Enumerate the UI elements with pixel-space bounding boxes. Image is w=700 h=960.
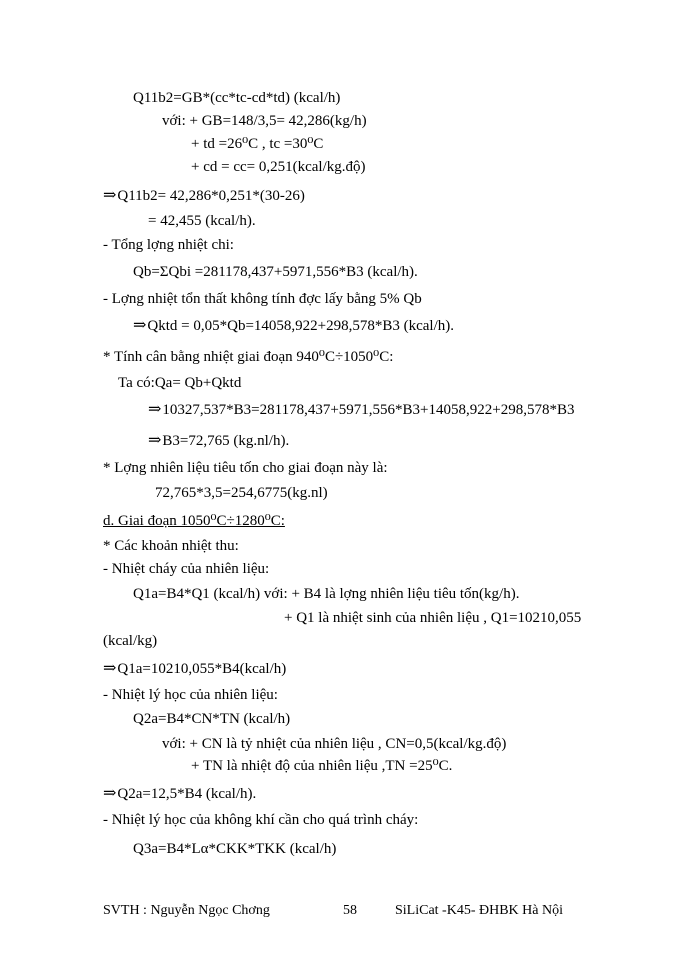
- footer-page-number: 58: [343, 903, 357, 918]
- text-line: ⇒Q11b2= 42,286*0,251*(30-26): [103, 187, 305, 204]
- text-line: Ta có:Qa= Qb+Qktd: [118, 375, 242, 391]
- text-line: * Tính cân bằng nhiệt giai đoạn 940⁰C÷1050⁰C:: [103, 349, 394, 365]
- implies-arrow-icon: ⇒: [103, 785, 117, 802]
- footer-author: SVTH : Nguyễn Ngọc Chơng: [103, 903, 270, 918]
- text-line: ⇒Qktd = 0,05*Qb=14058,922+298,578*B3 (kcal/h).: [133, 317, 455, 334]
- text-line: Q3a=B4*Lα*CKK*TKK (kcal/h): [133, 841, 337, 857]
- text-line: + TN là nhiệt độ của nhiên liệu ,TN =25⁰C.: [191, 758, 453, 774]
- text-line: ⇒Q2a=12,5*B4 (kcal/h).: [103, 785, 257, 802]
- text-line: - Tổng lợng nhiệt chi:: [103, 237, 234, 253]
- text-line: + td =26⁰C , tc =30⁰C: [191, 136, 324, 152]
- text-line: Q11b2=GB*(cc*tc-cd*td) (kcal/h): [133, 90, 341, 106]
- implies-arrow-icon: ⇒: [103, 660, 117, 677]
- text-line: (kcal/kg): [103, 633, 158, 649]
- implies-arrow-icon: ⇒: [148, 432, 162, 449]
- text-line: + Q1 là nhiệt sinh của nhiên liệu , Q1=10210,055: [284, 610, 582, 626]
- text-line: - Nhiệt cháy của nhiên liệu:: [103, 561, 270, 577]
- text-line: - Nhiệt lý học của nhiên liệu:: [103, 687, 278, 703]
- footer-class-info: SiLiCat -K45- ĐHBK Hà Nội: [395, 903, 563, 918]
- implies-arrow-icon: ⇒: [103, 187, 117, 204]
- implies-arrow-icon: ⇒: [133, 317, 147, 334]
- text-line: * Lợng nhiên liệu tiêu tốn cho giai đoạn này là:: [103, 460, 388, 476]
- text-line: ⇒B3=72,765 (kg.nl/h).: [148, 432, 290, 449]
- text-line: Q2a=B4*CN*TN (kcal/h): [133, 711, 291, 727]
- text-line: - Lợng nhiệt tổn thất không tính đợc lấy bằng 5% Qb: [103, 291, 422, 307]
- text-line: * Các khoản nhiệt thu:: [103, 538, 239, 554]
- text-line: ⇒Q1a=10210,055*B4(kcal/h): [103, 660, 287, 677]
- text-line: = 42,455 (kcal/h).: [148, 213, 256, 229]
- text-line: với: + CN là tỷ nhiệt của nhiên liệu , CN=0,5(kcal/kg.độ): [162, 736, 507, 752]
- text-line: 72,765*3,5=254,6775(kg.nl): [155, 485, 328, 501]
- implies-arrow-icon: ⇒: [148, 401, 162, 418]
- text-line: ⇒10327,537*B3=281178,437+5971,556*B3+14058,922+298,578*B3: [148, 401, 575, 418]
- text-line: Q1a=B4*Q1 (kcal/h) với: + B4 là lợng nhiên liệu tiêu tốn(kg/h).: [133, 586, 520, 602]
- text-line: Qb=ΣQbi =281178,437+5971,556*B3 (kcal/h).: [133, 264, 418, 280]
- text-line: + cd = cc= 0,251(kcal/kg.độ): [191, 159, 366, 175]
- text-line: - Nhiệt lý học của không khí cần cho quá trình cháy:: [103, 812, 419, 828]
- section-heading: d. Giai đoạn 1050⁰C÷1280⁰C:: [103, 513, 285, 529]
- text-line: với: + GB=148/3,5= 42,286(kg/h): [162, 113, 367, 129]
